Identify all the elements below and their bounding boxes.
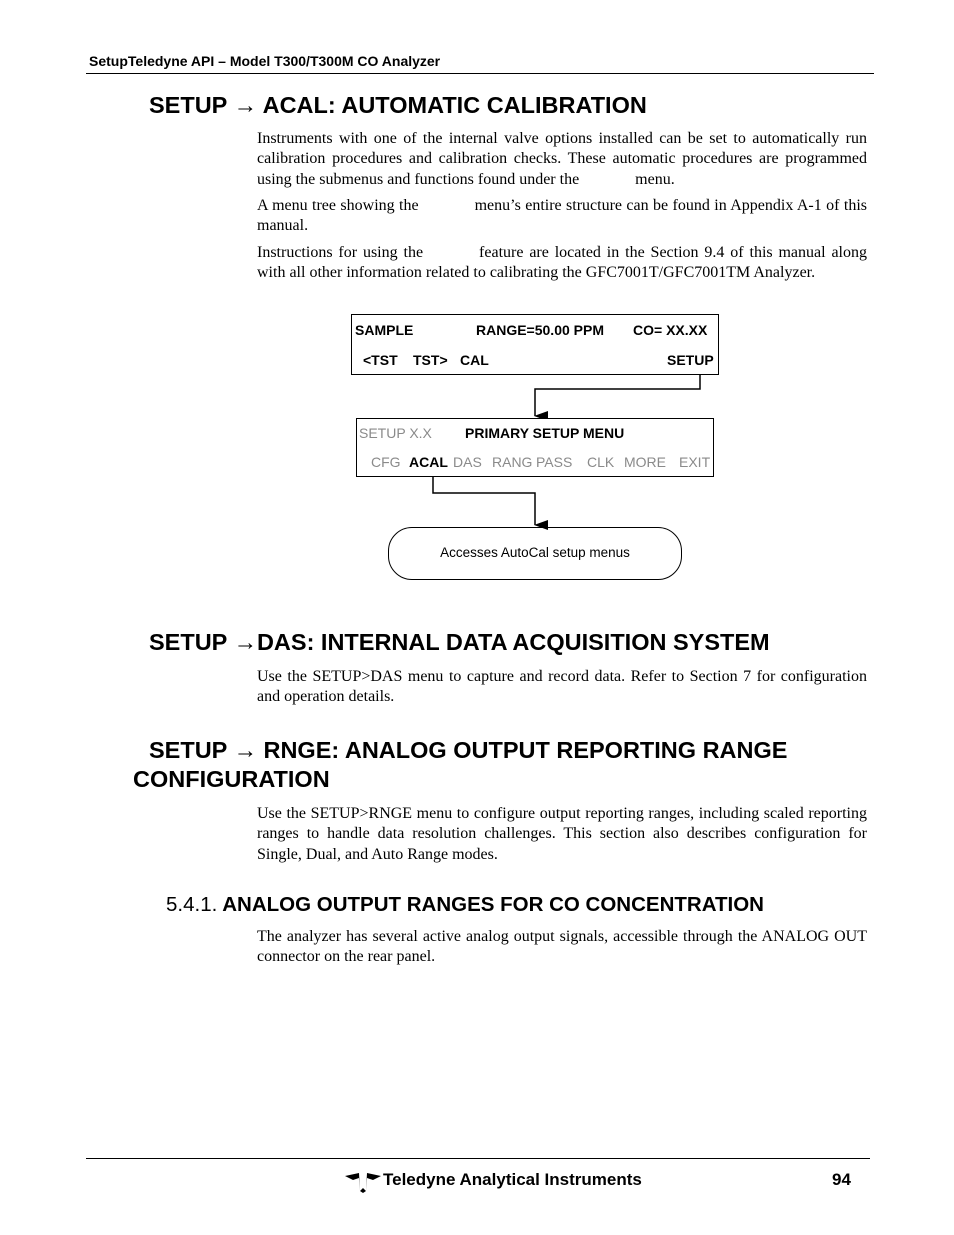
arrow-setup-to-primary	[535, 375, 700, 416]
acal-para2-start: A menu tree showing the	[257, 197, 419, 214]
sample-mode: SAMPLE	[355, 322, 414, 338]
running-header: SetupTeledyne API – Model T300/T300M CO Analyzer	[89, 53, 441, 69]
heading-rnge-line2: CONFIGURATION	[133, 766, 330, 792]
page-number: 94	[832, 1170, 851, 1189]
key-cal[interactable]: CAL	[460, 352, 489, 368]
key-tst-prev[interactable]: <TST	[363, 352, 398, 368]
key-rang[interactable]: RANG	[492, 454, 533, 470]
heading-rnge-line1: SETUP → RNGE: ANALOG OUTPUT REPORTING RANGE	[149, 737, 788, 763]
section-541-paragraph: The analyzer has several active analog output signals, accessible through the ANALOG OUT connector on the rear panel.	[257, 928, 867, 966]
key-acal[interactable]: ACAL	[409, 454, 448, 470]
acal-para2-end: menu’s entire structure can be found in Appendix A-1 of this manual.	[257, 197, 868, 235]
sample-screen	[351, 314, 719, 375]
primary-setup-screen	[356, 418, 714, 477]
key-cfg[interactable]: CFG	[371, 454, 401, 470]
section-title: ANALOG OUTPUT RANGES FOR CO CONCENTRATION	[222, 893, 764, 916]
setup-title: PRIMARY SETUP MENU	[465, 425, 625, 441]
acal-para1-end: menu.	[635, 170, 675, 188]
key-pass[interactable]: PASS	[536, 454, 573, 470]
footer-rule	[86, 1158, 870, 1159]
setup-version: SETUP X.X	[359, 425, 432, 441]
key-clk[interactable]: CLK	[587, 454, 615, 470]
rnge-paragraph: Use the SETUP>RNGE menu to configure output reporting ranges, including scaled reporting ranges to handle data resolution challenges. This section also describes configuration for Single, Dual, and Auto Range modes.	[257, 805, 867, 863]
heading-541	[166, 893, 764, 917]
key-das[interactable]: DAS	[453, 454, 482, 470]
key-exit[interactable]: EXIT	[679, 454, 711, 470]
teledyne-logo-icon	[345, 1169, 381, 1193]
key-setup[interactable]: SETUP	[667, 352, 714, 368]
key-tst-next[interactable]: TST>	[413, 352, 448, 368]
autocal-callout: Accesses AutoCal setup menus	[388, 527, 682, 580]
arrow-acal-to-callout	[433, 473, 535, 525]
heading-das: SETUP →DAS: INTERNAL DATA ACQUISITION SYSTEM	[149, 629, 770, 655]
das-paragraph: Use the SETUP>DAS menu to capture and record data. Refer to Section 7 for configuration and operation details.	[257, 668, 867, 706]
sample-conc: CO= XX.XX	[633, 322, 708, 338]
acal-para1-text: Instruments with one of the internal valve options installed can be set to automatically run calibration procedures and calibration checks. These automatic procedures are programmed using the submenus and functions found under the	[257, 130, 867, 188]
footer-company: Teledyne Analytical Instruments	[383, 1170, 642, 1189]
diagram-arrows	[0, 0, 954, 600]
key-more[interactable]: MORE	[624, 454, 666, 470]
section-number: 5.4.1.	[166, 893, 218, 916]
heading-acal: SETUP → ACAL: AUTOMATIC CALIBRATION	[149, 92, 647, 118]
sample-range: RANGE=50.00 PPM	[476, 322, 604, 338]
acal-para3-start: Instructions for using the	[257, 244, 424, 261]
acal-para3-end: feature are located in the Section 9.4 of this manual along with all other information related to calibrating the GFC7001T/GFC7001TM Analyzer.	[257, 244, 867, 282]
